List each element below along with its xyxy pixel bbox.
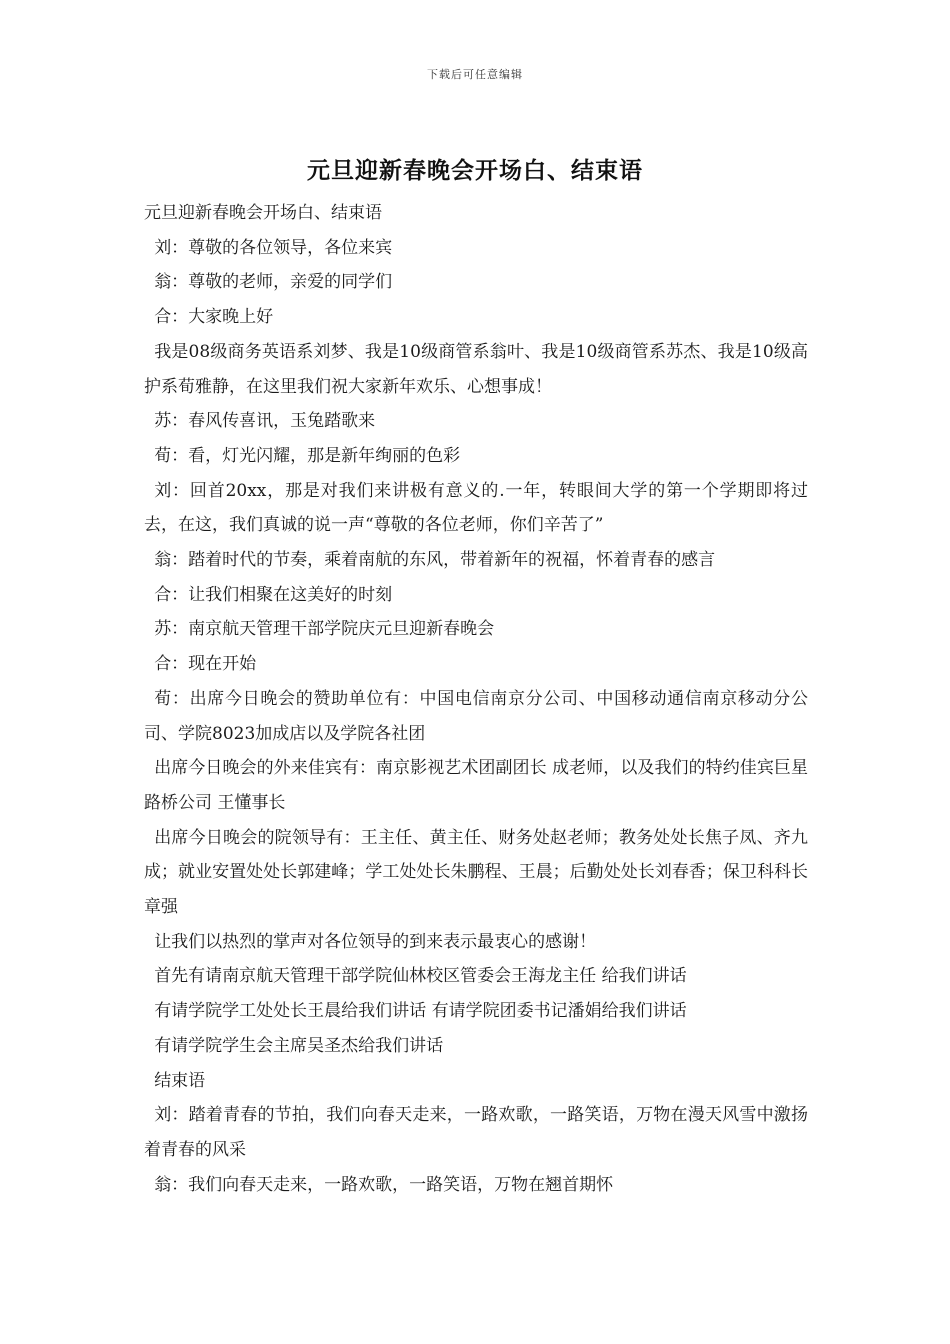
paragraph: 合：现在开始	[154, 654, 257, 675]
paragraph: 合：大家晚上好	[154, 307, 274, 328]
paragraph: 荀：看，灯光闪耀，那是新年绚丽的色彩	[154, 445, 461, 466]
paragraph: 首先有请南京航天管理干部学院仙林校区管委会王海龙主任 给我们讲话	[154, 966, 687, 987]
paragraph: 翁：我们向春天走来，一路欢歌，一路笑语，万物在翘首期怀	[154, 1174, 614, 1195]
paragraph: 翁：踏着时代的节奏，乘着南航的东风，带着新年的祝福，怀着青春的感言	[154, 550, 716, 571]
paragraph: 刘：回首20xx，那是对我们来讲极有意义的.一年，转眼间大学的第一个学期即将过去，在这，我们真诚的说一声“尊敬的各位老师，你们辛苦了”	[144, 480, 808, 536]
page-header-note: 下载后可任意编辑	[427, 68, 523, 81]
paragraph: 我是08级商务英语系刘梦、我是10级商管系翁叶、我是10级商管系苏杰、我是10级高护系荀雅静，在这里我们祝大家新年欢乐、心想事成！	[144, 341, 808, 397]
paragraph: 出席今日晚会的外来佳宾有：南京影视艺术团副团长 成老师，以及我们的特约佳宾巨星路桥公司 王懂事长	[144, 758, 808, 813]
paragraph: 让我们以热烈的掌声对各位领导的到来表示最衷心的感谢！	[154, 931, 597, 952]
paragraph: 刘：尊敬的各位领导，各位来宾	[154, 237, 393, 258]
section-heading-closing: 结束语	[154, 1070, 206, 1091]
paragraph: 苏：春风传喜讯，玉兔踏歌来	[154, 411, 376, 432]
paragraph: 荀：出席今日晚会的赞助单位有：中国电信南京分公司、中国移动通信南京移动分公司、学院8023加成店以及学院各社团	[144, 688, 808, 744]
paragraph: 出席今日晚会的院领导有：王主任、黄主任、财务处赵老师；教务处处长焦子凤、齐九成；就业安置处处长郭建峰；学工处处长朱鹏程、王晨；后勤处处长刘春香；保卫科科长章强	[144, 827, 808, 918]
paragraph: 翁：尊敬的老师，亲爱的同学们	[154, 272, 393, 293]
paragraph: 苏：南京航天管理干部学院庆元旦迎新春晚会	[154, 619, 495, 640]
paragraph: 有请学院学生会主席吴圣杰给我们讲话	[154, 1035, 444, 1056]
document-body	[144, 196, 808, 1202]
paragraph: 有请学院学工处处长王晨给我们讲话 有请学院团委书记潘娟给我们讲话	[154, 1001, 687, 1022]
paragraph-subtitle: 元旦迎新春晚会开场白、结束语	[144, 203, 382, 223]
paragraph: 刘：踏着青春的节拍，我们向春天走来，一路欢歌，一路笑语，万物在漫天风雪中激扬着青春的风采	[144, 1105, 808, 1160]
document-title: 元旦迎新春晚会开场白、结束语	[307, 157, 643, 184]
paragraph: 合：让我们相聚在这美好的时刻	[154, 584, 393, 605]
